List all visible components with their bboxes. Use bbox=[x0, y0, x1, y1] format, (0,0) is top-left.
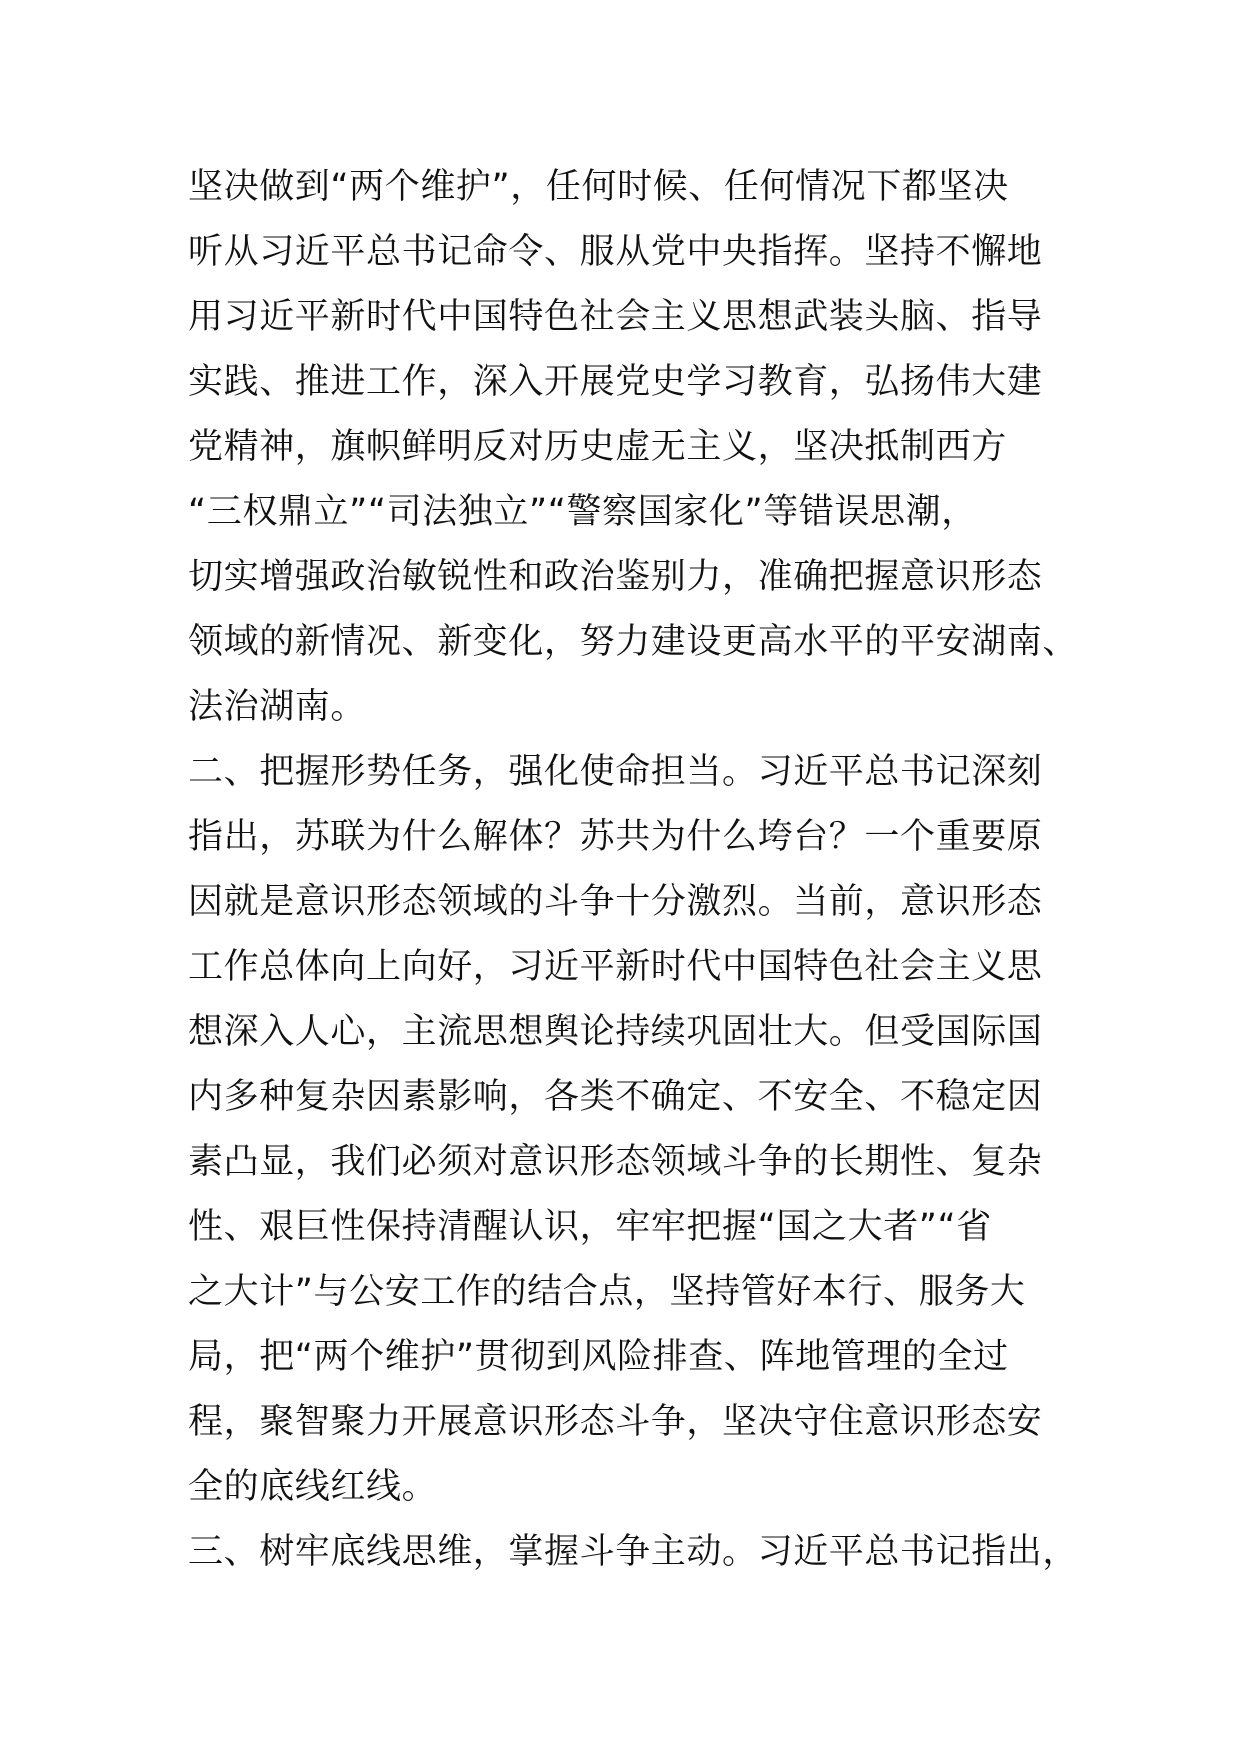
text-line-15: 内多种复杂因素影响，各类不确定、不安全、不稳定因 bbox=[188, 1077, 1043, 1117]
text-line-13: 工作总体向上向好，习近平新时代中国特色社会主义思 bbox=[188, 947, 1043, 987]
text-line-7: 切实增强政治敏锐性和政治鉴别力，准确把握意识形态 bbox=[188, 557, 1043, 597]
text-line-5: 党精神，旗帜鲜明反对历史虚无主义，坚决抵制西方 bbox=[188, 427, 1007, 467]
text-line-8: 领域的新情况、新变化，努力建设更高水平的平安湖南、 bbox=[188, 622, 1079, 662]
text-line-10: 二、把握形势任务，强化使命担当。习近平总书记深刻 bbox=[188, 752, 1043, 792]
text-line-1: 坚决做到“两个维护”，任何时候、任何情况下都坚决 bbox=[188, 167, 1009, 207]
text-line-21: 全的底线红线。 bbox=[188, 1467, 438, 1507]
text-line-3: 用习近平新时代中国特色社会主义思想武装头脑、指导 bbox=[188, 297, 1043, 337]
text-line-12: 因就是意识形态领域的斗争十分激烈。当前，意识形态 bbox=[188, 882, 1043, 922]
text-line-2: 听从习近平总书记命令、服从党中央指挥。坚持不懈地 bbox=[188, 232, 1043, 272]
text-line-22: 三、树牢底线思维，掌握斗争主动。习近平总书记指出， bbox=[188, 1532, 1079, 1572]
text-line-20: 程，聚智聚力开展意识形态斗争，坚决守住意识形态安 bbox=[188, 1402, 1043, 1442]
text-line-11: 指出，苏联为什么解体？苏共为什么垮台？一个重要原 bbox=[188, 817, 1043, 857]
text-line-16: 素凸显，我们必须对意识形态领域斗争的长期性、复杂 bbox=[188, 1142, 1043, 1182]
text-line-17: 性、艰巨性保持清醒认识，牢牢把握“国之大者”“省 bbox=[188, 1207, 992, 1247]
text-line-18: 之大计”与公安工作的结合点，坚持管好本行、服务大 bbox=[188, 1272, 1026, 1312]
text-line-9: 法治湖南。 bbox=[188, 687, 367, 727]
text-line-14: 想深入人心，主流思想舆论持续巩固壮大。但受国际国 bbox=[188, 1012, 1043, 1052]
text-line-19: 局，把“两个维护”贯彻到风险排查、阵地管理的全过 bbox=[188, 1337, 1009, 1377]
text-line-6: “三权鼎立”“司法独立”“警察国家化”等错误思潮， bbox=[188, 492, 977, 532]
text-line-4: 实践、推进工作，深入开展党史学习教育，弘扬伟大建 bbox=[188, 362, 1043, 402]
